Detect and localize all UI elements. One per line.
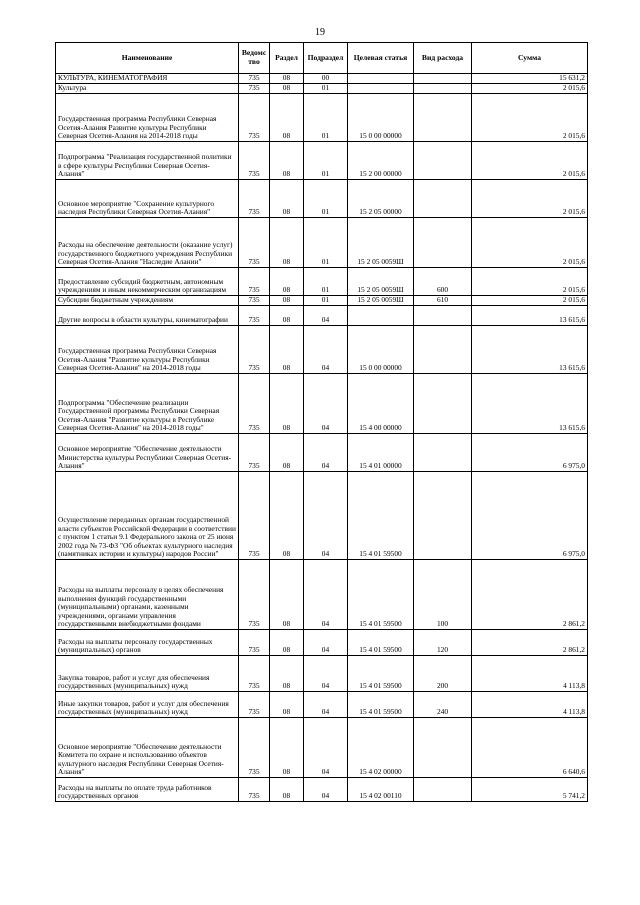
row-subsection-cell: 04 (304, 374, 348, 434)
row-name-cell: Подпрограмма "Обеспечение реализации Государственной программы Республики Северная Осетия-Алания "Развитие культуры в Республике Северная Осетия-Алания" на 2014-2018 годы" (56, 374, 239, 434)
row-department-cell: 735 (239, 374, 270, 434)
row-target-article-cell (348, 74, 414, 84)
row-sum-cell: 2 015,6 (472, 84, 588, 94)
row-department-cell: 735 (239, 656, 270, 692)
table-row (56, 472, 588, 560)
row-expense-type-cell (414, 142, 472, 180)
row-sum-cell: 13 615,6 (472, 374, 588, 434)
row-target-article-cell: 15 2 05 0059Ш (348, 296, 414, 306)
row-subsection-cell: 01 (304, 180, 348, 218)
row-section-cell: 08 (270, 74, 304, 84)
row-target-article-cell: 15 4 01 59500 (348, 692, 414, 718)
row-department-cell: 735 (239, 94, 270, 142)
row-name-cell: Культура (56, 84, 239, 94)
row-sum-cell: 4 113,8 (472, 692, 588, 718)
header-name: Наименование (56, 43, 239, 74)
row-subsection-cell: 00 (304, 74, 348, 84)
row-target-article-cell: 15 0 00 00000 (348, 326, 414, 374)
budget-table (55, 42, 588, 802)
row-name-cell: Основное мероприятие "Обеспечение деятельности Комитета по охране и использованию объектов культурного наследия Республики Северная Осетия-Алания" (56, 718, 239, 778)
row-target-article-cell: 15 4 02 00000 (348, 718, 414, 778)
row-name-cell: Расходы на выплаты персоналу государственных (муниципальных) органов (56, 630, 239, 656)
row-name-cell: Расходы на выплаты персоналу в целях обеспечения выполнения функций государственными (муниципальными) органами, казенными учреждениями, органами управления государственными внебюджетными фондами (56, 560, 239, 630)
row-expense-type-cell (414, 74, 472, 84)
row-department-cell: 735 (239, 84, 270, 94)
table-row (56, 74, 588, 84)
row-sum-cell: 2 015,6 (472, 94, 588, 142)
row-subsection-cell: 01 (304, 142, 348, 180)
table-row (56, 434, 588, 472)
row-section-cell: 08 (270, 472, 304, 560)
row-sum-cell: 4 113,8 (472, 656, 588, 692)
row-expense-type-cell: 200 (414, 656, 472, 692)
row-name-cell: КУЛЬТУРА, КИНЕМАТОГРАФИЯ (56, 74, 239, 84)
row-section-cell: 08 (270, 656, 304, 692)
table-row (56, 692, 588, 718)
table-body (56, 74, 588, 802)
row-sum-cell: 2 015,6 (472, 296, 588, 306)
row-subsection-cell: 01 (304, 218, 348, 268)
row-department-cell: 735 (239, 296, 270, 306)
header-subsection: Подраздел (304, 43, 348, 74)
row-target-article-cell: 15 4 01 59500 (348, 560, 414, 630)
row-department-cell: 735 (239, 268, 270, 296)
row-target-article-cell: 15 4 01 59500 (348, 630, 414, 656)
table-row (56, 778, 588, 802)
table-header-row (56, 43, 588, 74)
table-row (56, 326, 588, 374)
row-target-article-cell: 15 4 01 59500 (348, 472, 414, 560)
row-department-cell: 735 (239, 326, 270, 374)
row-name-cell: Расходы на обеспечение деятельности (оказание услуг) государственного бюджетного учреждения Республики Северная Осетия-Алания "Наследие Алании" (56, 218, 239, 268)
row-sum-cell: 2 861,2 (472, 560, 588, 630)
row-section-cell: 08 (270, 218, 304, 268)
row-name-cell: Осуществление переданных органам государственной власти субъектов Российской Федерации в соответствии с пунктом 1 статьи 9.1 Федерального закона от 25 июня 2002 года № 73-ФЗ "Об объектах культурного наследия (памятниках истории и культуры) народов России" (56, 472, 239, 560)
row-sum-cell: 13 615,6 (472, 326, 588, 374)
row-sum-cell: 15 631,2 (472, 74, 588, 84)
row-name-cell: Предоставление субсидий бюджетным, автономным учреждениям и иным некоммерческим организациям (56, 268, 239, 296)
table-row (56, 142, 588, 180)
row-sum-cell: 5 741,2 (472, 778, 588, 802)
row-target-article-cell (348, 84, 414, 94)
row-expense-type-cell (414, 718, 472, 778)
row-subsection-cell: 01 (304, 84, 348, 94)
row-subsection-cell: 04 (304, 630, 348, 656)
row-target-article-cell: 15 4 02 00110 (348, 778, 414, 802)
row-subsection-cell: 04 (304, 326, 348, 374)
header-target-article: Целевая статья (348, 43, 414, 74)
row-target-article-cell: 15 2 05 0059Ш (348, 268, 414, 296)
row-department-cell: 735 (239, 692, 270, 718)
row-name-cell: Государственная программа Республики Северная Осетия-Алания Развитие культуры Республики Северная Осетия-Алания на 2014-2018 годы (56, 94, 239, 142)
row-name-cell: Расходы на выплаты по оплате труда работников государственных органов (56, 778, 239, 802)
row-name-cell: Закупка товаров, работ и услуг для обеспечения государственных (муниципальных) нужд (56, 656, 239, 692)
row-section-cell: 08 (270, 778, 304, 802)
row-section-cell: 08 (270, 94, 304, 142)
table-row (56, 296, 588, 306)
table-row (56, 374, 588, 434)
row-target-article-cell: 15 2 05 0059Ш (348, 218, 414, 268)
table-row (56, 630, 588, 656)
table-row (56, 180, 588, 218)
row-subsection-cell: 04 (304, 656, 348, 692)
table-row (56, 560, 588, 630)
row-department-cell: 735 (239, 630, 270, 656)
row-department-cell: 735 (239, 778, 270, 802)
row-section-cell: 08 (270, 306, 304, 326)
row-target-article-cell: 15 4 01 59500 (348, 656, 414, 692)
row-target-article-cell (348, 306, 414, 326)
row-name-cell: Основное мероприятие "Обеспечение деятельности Министерства культуры Республики Северная Осетия-Алания" (56, 434, 239, 472)
row-expense-type-cell (414, 326, 472, 374)
header-expense-type: Вид расхода (414, 43, 472, 74)
row-expense-type-cell (414, 472, 472, 560)
row-sum-cell: 6 975,0 (472, 434, 588, 472)
row-subsection-cell: 01 (304, 268, 348, 296)
row-name-cell: Другие вопросы в области культуры, кинематографии (56, 306, 239, 326)
row-department-cell: 735 (239, 718, 270, 778)
row-section-cell: 08 (270, 560, 304, 630)
row-department-cell: 735 (239, 74, 270, 84)
row-expense-type-cell (414, 84, 472, 94)
row-sum-cell: 2 015,6 (472, 180, 588, 218)
header-department: Ведомс тво (239, 43, 270, 74)
row-subsection-cell: 04 (304, 306, 348, 326)
row-subsection-cell: 04 (304, 718, 348, 778)
row-department-cell: 735 (239, 306, 270, 326)
row-department-cell: 735 (239, 180, 270, 218)
row-sum-cell: 13 615,6 (472, 306, 588, 326)
row-expense-type-cell (414, 778, 472, 802)
row-subsection-cell: 04 (304, 692, 348, 718)
row-expense-type-cell: 610 (414, 296, 472, 306)
row-section-cell: 08 (270, 296, 304, 306)
row-section-cell: 08 (270, 142, 304, 180)
table-row (56, 306, 588, 326)
table-row (56, 656, 588, 692)
row-sum-cell: 6 975,0 (472, 472, 588, 560)
row-expense-type-cell: 600 (414, 268, 472, 296)
row-target-article-cell: 15 0 00 00000 (348, 94, 414, 142)
row-subsection-cell: 04 (304, 434, 348, 472)
row-subsection-cell: 04 (304, 778, 348, 802)
row-expense-type-cell (414, 306, 472, 326)
header-section: Раздел (270, 43, 304, 74)
row-section-cell: 08 (270, 268, 304, 296)
row-section-cell: 08 (270, 326, 304, 374)
row-expense-type-cell (414, 434, 472, 472)
table-row (56, 718, 588, 778)
row-sum-cell: 2 015,6 (472, 268, 588, 296)
row-section-cell: 08 (270, 180, 304, 218)
row-subsection-cell: 04 (304, 560, 348, 630)
row-subsection-cell: 01 (304, 94, 348, 142)
row-section-cell: 08 (270, 718, 304, 778)
row-expense-type-cell (414, 180, 472, 218)
table-row (56, 94, 588, 142)
row-sum-cell: 2 861,2 (472, 630, 588, 656)
row-section-cell: 08 (270, 692, 304, 718)
row-target-article-cell: 15 4 01 00000 (348, 434, 414, 472)
row-section-cell: 08 (270, 434, 304, 472)
row-target-article-cell: 15 2 00 00000 (348, 142, 414, 180)
row-name-cell: Субсидии бюджетным учреждениям (56, 296, 239, 306)
row-department-cell: 735 (239, 560, 270, 630)
table-row (56, 84, 588, 94)
row-sum-cell: 2 015,6 (472, 218, 588, 268)
row-name-cell: Основное мероприятие "Сохранение культурного наследия Республики Северная Осетия-Алания" (56, 180, 239, 218)
row-subsection-cell: 04 (304, 472, 348, 560)
row-target-article-cell: 15 2 05 00000 (348, 180, 414, 218)
row-department-cell: 735 (239, 434, 270, 472)
row-department-cell: 735 (239, 142, 270, 180)
table-row (56, 218, 588, 268)
page-number: 19 (315, 27, 325, 38)
row-name-cell: Иные закупки товаров, работ и услуг для обеспечения государственных (муниципальных) нужд (56, 692, 239, 718)
header-sum: Сумма (472, 43, 588, 74)
row-expense-type-cell (414, 94, 472, 142)
row-section-cell: 08 (270, 374, 304, 434)
row-target-article-cell: 15 4 00 00000 (348, 374, 414, 434)
row-expense-type-cell (414, 374, 472, 434)
row-section-cell: 08 (270, 84, 304, 94)
row-expense-type-cell (414, 218, 472, 268)
row-department-cell: 735 (239, 218, 270, 268)
row-subsection-cell: 01 (304, 296, 348, 306)
row-section-cell: 08 (270, 630, 304, 656)
row-name-cell: Подпрограмма "Реализация государственной политики в сфере культуры Республики Северная Осетия-Алания" (56, 142, 239, 180)
row-expense-type-cell: 240 (414, 692, 472, 718)
table-row (56, 268, 588, 296)
row-name-cell: Государственная программа Республики Северная Осетия-Алания "Развитие культуры Республики Северная Осетия-Алания" на 2014-2018 годы (56, 326, 239, 374)
row-expense-type-cell: 120 (414, 630, 472, 656)
row-sum-cell: 2 015,6 (472, 142, 588, 180)
row-department-cell: 735 (239, 472, 270, 560)
row-expense-type-cell: 100 (414, 560, 472, 630)
row-sum-cell: 6 640,6 (472, 718, 588, 778)
